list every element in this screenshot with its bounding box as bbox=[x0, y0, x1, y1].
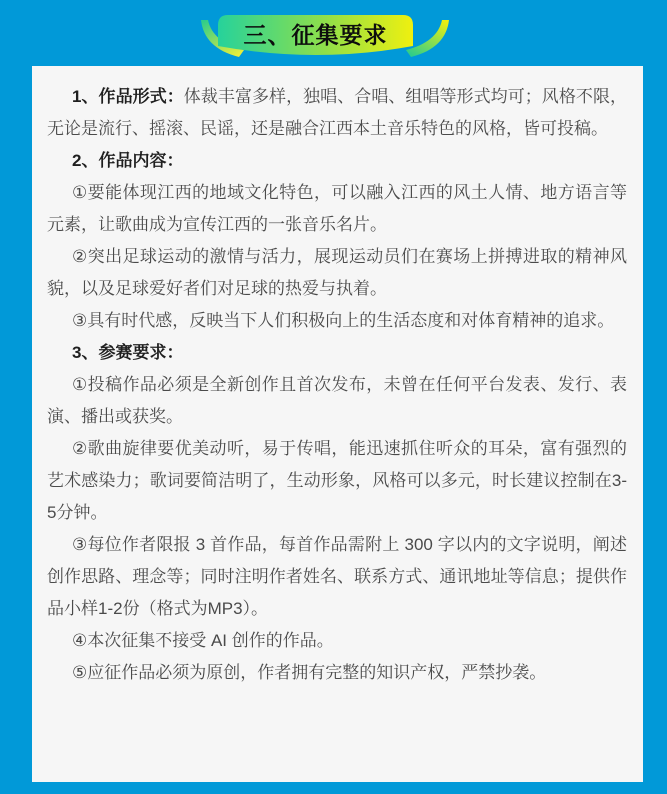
paragraph-entry-requirements-head bbox=[47, 337, 627, 369]
section-title: 三、征集要求 bbox=[243, 21, 388, 48]
content-card bbox=[32, 66, 643, 782]
paragraph-head: 2、作品内容： bbox=[72, 151, 184, 170]
paragraph-item bbox=[47, 369, 627, 433]
paragraph-item bbox=[47, 625, 627, 657]
paragraph-text: 体裁丰富多样，独唱、合唱、组唱等形式均可；风格不限，无论是流行、摇滚、民谣，还是融合江西本土音乐特色的风格，皆可投稿。 bbox=[47, 87, 627, 138]
paragraph-item bbox=[47, 241, 627, 305]
paragraph-text: ①要能体现江西的地域文化特色，可以融入江西的风土人情、地方语言等元素，让歌曲成为宣传江西的一张音乐名片。 bbox=[47, 183, 627, 234]
paragraph-item bbox=[47, 657, 627, 689]
paragraph-text: ②突出足球运动的激情与活力，展现运动员们在赛场上拼搏进取的精神风貌，以及足球爱好者们对足球的热爱与执着。 bbox=[47, 247, 627, 298]
paragraph-item bbox=[47, 433, 627, 529]
paragraph-text: ③每位作者限报 3 首作品，每首作品需附上 300 字以内的文字说明，阐述创作思路、理念等；同时注明作者姓名、联系方式、通讯地址等信息；提供作品小样1-2份（格式为MP3）。 bbox=[47, 535, 627, 618]
paragraph-item bbox=[47, 529, 627, 625]
paragraph-text: ⑤应征作品必须为原创，作者拥有完整的知识产权，严禁抄袭。 bbox=[72, 663, 547, 682]
paragraph-text: ①投稿作品必须是全新创作且首次发布，未曾在任何平台发表、发行、表演、播出或获奖。 bbox=[47, 375, 627, 426]
section-badge bbox=[195, 8, 455, 64]
paragraph-item bbox=[47, 305, 627, 337]
paragraph-head: 3、参赛要求： bbox=[72, 343, 184, 362]
paragraph-work-content-head bbox=[47, 145, 627, 177]
paragraph-work-form bbox=[47, 81, 627, 145]
paragraph-text: ③具有时代感，反映当下人们积极向上的生活态度和对体育精神的追求。 bbox=[72, 311, 615, 330]
paragraph-head: 1、作品形式： bbox=[72, 87, 184, 106]
paragraph-text: ②歌曲旋律要优美动听，易于传唱，能迅速抓住听众的耳朵，富有强烈的艺术感染力；歌词要简洁明了，生动形象，风格可以多元，时长建议控制在3-5分钟。 bbox=[47, 439, 627, 522]
paragraph-item bbox=[47, 177, 627, 241]
paragraph-text: ④本次征集不接受 AI 创作的作品。 bbox=[72, 631, 334, 650]
